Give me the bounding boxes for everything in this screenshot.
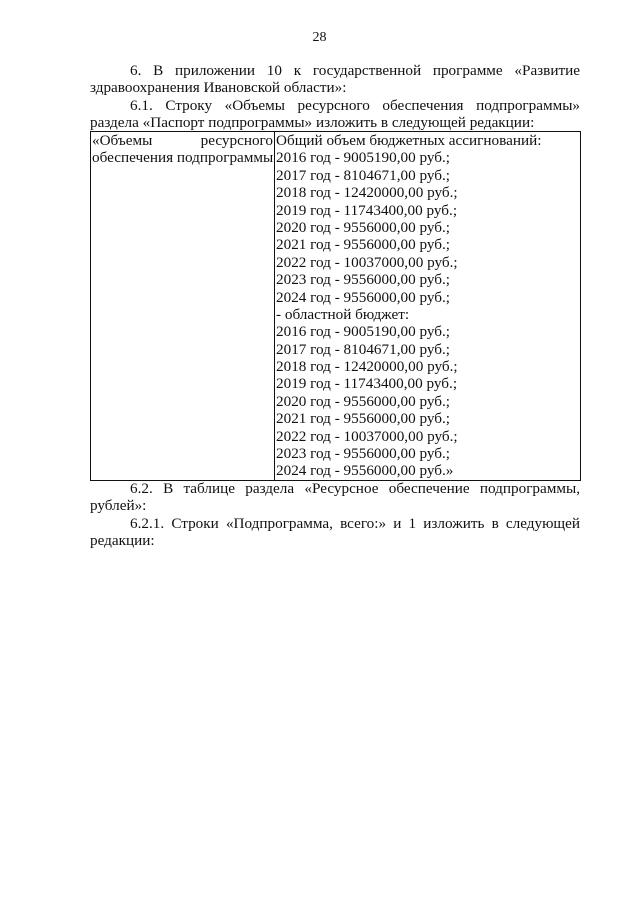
paragraph-6-1 — [90, 97, 580, 132]
value-line: 2021 год - 9556000,00 руб.; — [276, 410, 451, 428]
value-line: 2023 год - 9556000,00 руб.; — [276, 445, 451, 463]
paragraph-6-2 — [90, 480, 580, 515]
paragraph-line: здравоохранения Ивановской области»: — [90, 79, 347, 97]
value-line: 2020 год - 9556000,00 руб.; — [276, 218, 451, 236]
value-line: 2018 год - 12420000,00 руб.; — [276, 184, 458, 202]
value-line: 2017 год - 8104671,00 руб.; — [276, 340, 451, 358]
paragraph-line: 6.1. Строку «Объемы ресурсного обеспечения подпрограммы» — [130, 97, 580, 114]
value-line: 2023 год - 9556000,00 руб.; — [276, 271, 451, 289]
value-line: 2019 год - 11743400,00 руб.; — [276, 375, 458, 393]
table-cell-values — [275, 132, 581, 481]
table-cell-label — [91, 132, 275, 481]
paragraph-6-2-1 — [90, 515, 580, 550]
value-line-header: Общий объем бюджетных ассигнований: — [276, 132, 542, 149]
page-number: 28 — [312, 30, 327, 45]
paragraph-line: 6.2.1. Строки «Подпрограмма, всего:» и 1 изложить в следующей — [130, 515, 580, 532]
paragraph-line: редакции: — [90, 532, 155, 550]
paragraph-line: рублей»: — [90, 497, 147, 515]
value-line: 2018 год - 12420000,00 руб.; — [276, 358, 458, 376]
value-line: 2024 год - 9556000,00 руб.» — [276, 462, 454, 480]
value-line: 2019 год - 11743400,00 руб.; — [276, 201, 458, 219]
value-line-subheader: - областной бюджет: — [276, 305, 410, 323]
cell-label-line: обеспечения подпрограммы — [92, 149, 274, 167]
value-line: 2022 год - 10037000,00 руб.; — [276, 253, 458, 271]
resource-table — [90, 131, 581, 481]
table-row — [91, 132, 581, 481]
paragraph-line: 6. В приложении 10 к государственной программе «Развитие — [130, 62, 580, 79]
paragraph-6 — [90, 62, 580, 97]
paragraph-line: 6.2. В таблице раздела «Ресурсное обеспечение подпрограммы, — [130, 480, 580, 497]
value-line: 2016 год - 9005190,00 руб.; — [276, 149, 451, 167]
value-line: 2017 год - 8104671,00 руб.; — [276, 166, 451, 184]
value-line: 2022 год - 10037000,00 руб.; — [276, 427, 458, 445]
value-line: 2016 год - 9005190,00 руб.; — [276, 323, 451, 341]
value-line: 2020 год - 9556000,00 руб.; — [276, 392, 451, 410]
cell-label-line: «Объемы ресурсного — [92, 132, 273, 149]
paragraph-line: раздела «Паспорт подпрограммы» изложить в следующей редакции: — [90, 114, 535, 132]
value-line: 2024 год - 9556000,00 руб.; — [276, 288, 451, 306]
value-line: 2021 год - 9556000,00 руб.; — [276, 236, 451, 254]
